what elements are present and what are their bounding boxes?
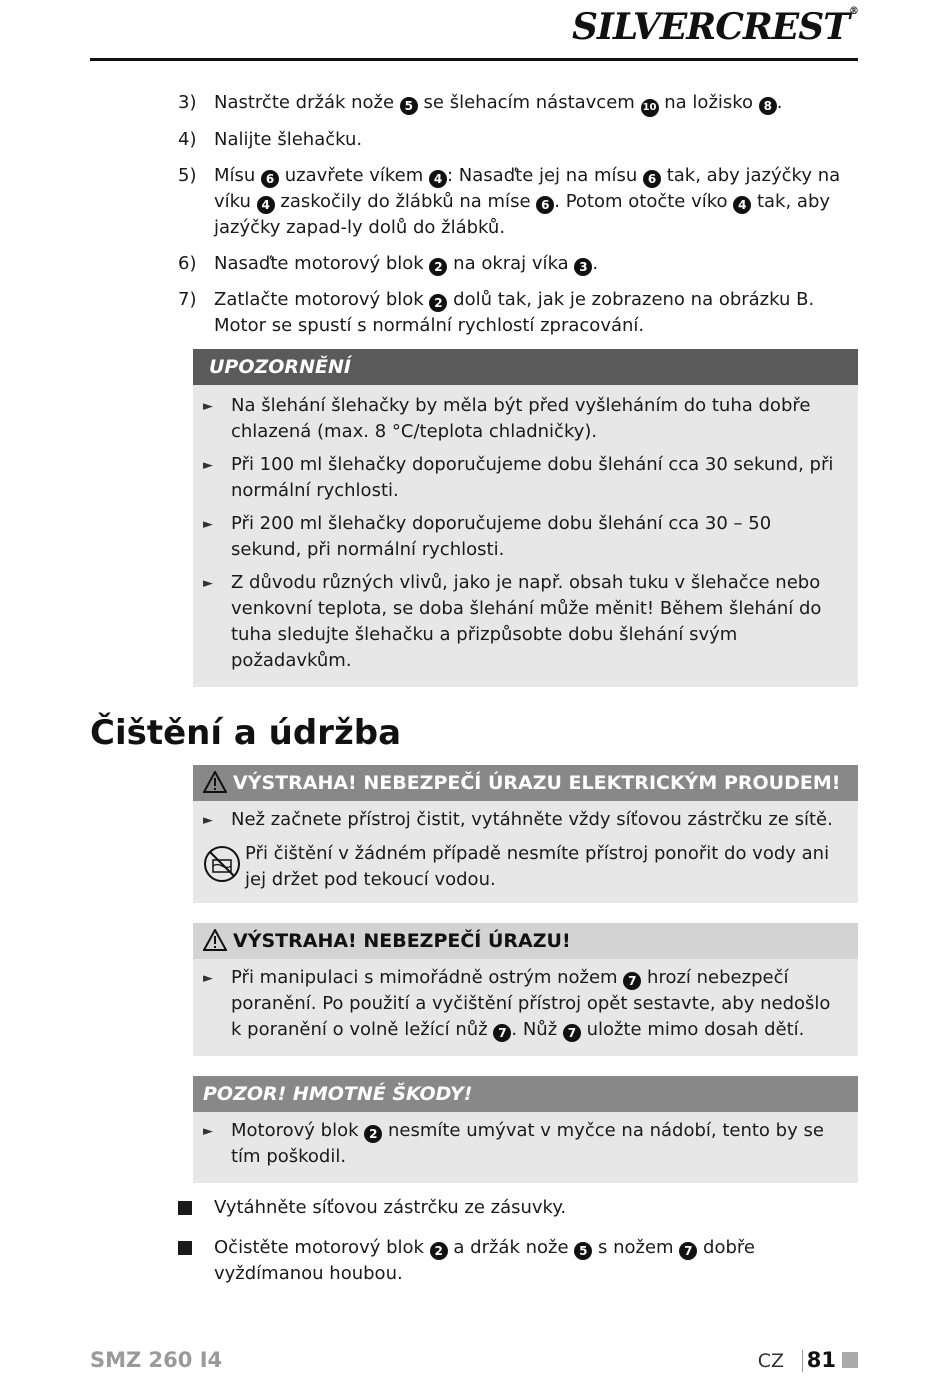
text-run: Nastrčte držák nože	[214, 92, 400, 113]
text-run: Očistěte motorový blok	[214, 1237, 430, 1258]
caution-box	[193, 1076, 858, 1183]
reference-number: 6	[261, 170, 279, 188]
triangle-right-icon: ►	[203, 813, 213, 828]
reference-number: 8	[759, 97, 777, 115]
text-run: . Potom otočte víko	[554, 191, 734, 212]
reference-number: 4	[733, 196, 751, 214]
reference-number: 5	[574, 1242, 592, 1260]
reference-number: 6	[643, 170, 661, 188]
note-box-body	[193, 385, 858, 687]
steps-list	[178, 90, 858, 339]
note-bullet-text: Při 200 ml šlehačky doporučujeme dobu šlehání cca 30 – 50 sekund, při normální rychlosti.	[231, 513, 772, 560]
square-bullet-icon	[178, 1195, 214, 1223]
text-run: .	[776, 92, 783, 113]
caution-text	[231, 1118, 846, 1170]
text-run: na okraj víka	[447, 253, 575, 274]
reference-number: 4	[257, 196, 275, 214]
no-immersion-icon-wrap	[203, 841, 245, 893]
text-run: uložte mimo dosah dětí.	[580, 1019, 805, 1040]
header-rule	[90, 58, 858, 61]
triangle-right-icon: ►	[203, 458, 213, 473]
caution-title: POZOR! HMOTNÉ ŠKODY!	[193, 1076, 858, 1112]
step-number: 3)	[178, 92, 197, 113]
text-run: Mísu	[214, 165, 262, 186]
warning-injury-box	[193, 923, 858, 1056]
warning-electric-box	[193, 765, 858, 903]
text-run: na ložisko	[658, 92, 759, 113]
text-run: Motorový blok	[231, 1120, 365, 1141]
note-bullet	[203, 452, 846, 504]
section-title: Čištění a údržba	[90, 713, 402, 753]
text-run: : Nasaďte jej na mísu	[447, 165, 643, 186]
text-run: tak, aby jazýčky na víku	[214, 165, 841, 212]
warning-triangle-icon	[203, 929, 227, 951]
warning-triangle-icon	[203, 771, 227, 793]
step-text	[214, 251, 858, 277]
triangle-right-icon: ►	[203, 971, 213, 986]
warning-electric-body	[193, 801, 858, 903]
reference-number: 2	[429, 294, 447, 312]
note-bullet-text: Při 100 ml šlehačky doporučujeme dobu šlehání cca 30 sekund, při normální rychlosti.	[231, 454, 834, 501]
model-number: SMZ 260 I4	[90, 1348, 223, 1372]
step-text	[214, 90, 858, 117]
reference-number: 4	[429, 170, 447, 188]
text-run: . Nůž	[511, 1019, 563, 1040]
brand-logo: SILVERCREST®	[572, 6, 858, 48]
text-run: dolů tak, jak je zobrazeno na obrázku B. Motor se spustí s normální rychlostí zpracování.	[214, 289, 815, 336]
text-run: hrozí nebezpečí poranění. Po použití a vyčištění přístroj opět sestavte, aby nedošlo k poranění o volně ležící nůž	[231, 967, 831, 1040]
triangle-right-icon: ►	[203, 517, 213, 532]
text-run: Vytáhněte síťovou zástrčku ze zásuvky.	[214, 1197, 567, 1218]
page-content	[90, 90, 858, 1299]
text-run: Nalijte šlehačku.	[214, 129, 363, 150]
reference-number: 7	[563, 1024, 581, 1042]
square-list-item	[178, 1235, 858, 1287]
square-marker-icon	[842, 1352, 858, 1368]
step-item	[178, 251, 858, 277]
step-item	[178, 127, 858, 153]
warning-bullet-text: Než začnete přístroj čistit, vytáhněte vždy síťovou zástrčku ze sítě.	[231, 809, 833, 830]
warning-injury-text	[231, 965, 846, 1043]
page-number: 81	[806, 1348, 836, 1372]
triangle-right-icon: ►	[203, 1124, 213, 1139]
text-run: a držák nože	[447, 1237, 575, 1258]
footer-separator	[802, 1350, 803, 1372]
step-number: 4)	[178, 129, 197, 150]
warning-injury-title-text: VÝSTRAHA! NEBEZPEČÍ ÚRAZU!	[233, 930, 571, 952]
triangle-right-icon: ►	[203, 576, 213, 591]
note-bullet	[203, 393, 846, 445]
reference-number: 6	[536, 196, 554, 214]
note-bullet-text: Na šlehání šlehačky by měla být před vyšleháním do tuha dobře chlazená (max. 8 °C/teplota chladničky).	[231, 395, 811, 442]
text-run: tak, aby jazýčky zapad-ly dolů do žlábků.	[214, 191, 831, 238]
step-item	[178, 90, 858, 117]
step-number: 7)	[178, 289, 197, 310]
text-run: Nasaďte motorový blok	[214, 253, 430, 274]
no-immersion-note	[203, 841, 846, 893]
text-run: zaskočily do žlábků na míse	[274, 191, 537, 212]
page-footer	[90, 1348, 858, 1376]
text-run: s nožem	[592, 1237, 680, 1258]
step-item	[178, 163, 858, 241]
text-run: uzavřete víkem	[279, 165, 430, 186]
step-text	[214, 287, 858, 339]
text-run: se šlehacím nástavcem	[417, 92, 641, 113]
reference-number: 7	[623, 972, 641, 990]
caution-bullet	[203, 1118, 846, 1170]
reference-number: 10	[641, 99, 659, 117]
text-run: Při manipulaci s mimořádně ostrým nožem	[231, 967, 624, 988]
language-code: CZ	[757, 1350, 784, 1372]
reference-number: 2	[364, 1125, 382, 1143]
text-run: dobře vyždímanou houbou.	[214, 1237, 755, 1284]
step-item	[178, 287, 858, 339]
text-run: nesmíte umývat v myčce na nádobí, tento by se tím poškodil.	[231, 1120, 824, 1167]
note-box-title: UPOZORNĚNÍ	[193, 349, 858, 385]
warning-bullet	[203, 807, 846, 834]
step-text	[214, 163, 858, 241]
warning-injury-body	[193, 959, 858, 1056]
warning-bullet	[203, 965, 846, 1043]
step-text	[214, 127, 858, 153]
no-immersion-icon	[203, 845, 241, 883]
reference-number: 3	[574, 258, 592, 276]
step-number: 6)	[178, 253, 197, 274]
step-number: 5)	[178, 165, 197, 186]
note-box	[193, 349, 858, 687]
warning-electric-title	[193, 765, 858, 801]
warning-injury-title	[193, 923, 858, 959]
triangle-right-icon: ►	[203, 399, 213, 414]
reference-number: 2	[430, 1242, 448, 1260]
note-bullet-text: Z důvodu různých vlivů, jako je např. obsah tuku v šlehačce nebo venkovní teplota, se doba šlehání může měnit! Během šlehání do tuha sledujte šlehačku a přizpůsobte dobu šlehání svým požadavkům.	[231, 572, 822, 671]
caution-body	[193, 1112, 858, 1183]
no-immersion-text: Při čištění v žádném případě nesmíte přístroj ponořit do vody ani jej držet pod tekoucí vodou.	[245, 843, 830, 890]
reference-number: 2	[429, 258, 447, 276]
note-bullet	[203, 570, 846, 674]
square-bullet-icon	[178, 1235, 214, 1287]
reference-number: 7	[679, 1242, 697, 1260]
reference-number: 5	[400, 97, 418, 115]
warning-electric-title-text: VÝSTRAHA! NEBEZPEČÍ ÚRAZU ELEKTRICKÝM PROUDEM!	[233, 772, 841, 794]
reference-number: 7	[493, 1024, 511, 1042]
text-run: .	[592, 253, 599, 274]
text-run: Zatlačte motorový blok	[214, 289, 430, 310]
note-bullet	[203, 511, 846, 563]
square-list-item	[178, 1195, 858, 1223]
square-item-text	[214, 1195, 566, 1223]
square-item-text	[214, 1235, 858, 1287]
